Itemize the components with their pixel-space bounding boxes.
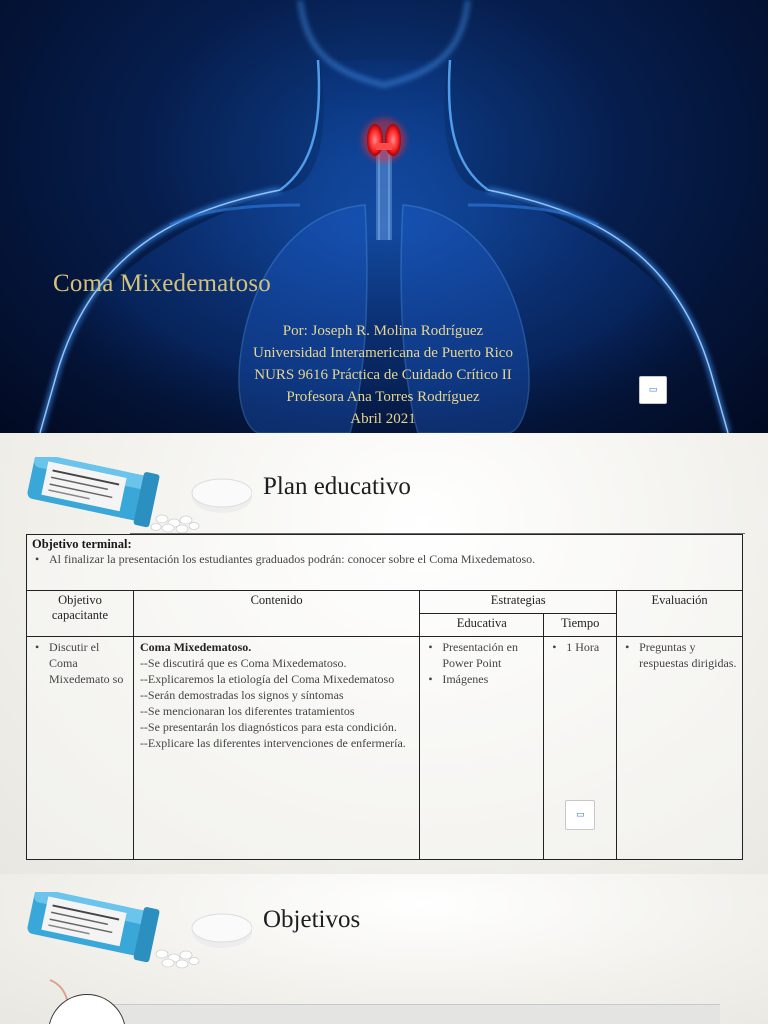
tiempo-item: • 1 Hora [548, 639, 612, 655]
presentation-credits [200, 320, 566, 430]
contenido-line: --Explicare las diferentes intervenciones de enfermería. [139, 736, 406, 750]
table-row [27, 637, 743, 860]
contenido-line: --Se presentarán los diagnósticos para esta condición. [139, 720, 397, 734]
contenido-line: --Se mencionaran los diferentes tratamientos [139, 704, 355, 718]
plan-educativo-slide [0, 433, 768, 874]
objetivo-item: • Discutir el Coma Mixedemato so [31, 639, 129, 687]
pill-bottle-icon [22, 457, 252, 537]
slide-title-plan: Plan educativo [263, 473, 411, 500]
credit-author: Por: Joseph R. Molina Rodríguez [282, 323, 484, 339]
plan-table [26, 534, 743, 860]
pill-bottle-icon [22, 892, 252, 972]
credit-professor: Profesora Ana Torres Rodríguez [286, 389, 480, 405]
terminal-objective: • Al finalizar la presentación los estudiantes graduados podrán: conocer sobre el Coma Mixedematoso. [32, 552, 737, 567]
terminal-label: Objetivo terminal: [32, 537, 132, 551]
contenido-title: Coma Mixedematoso. [139, 640, 252, 654]
educativa-item: • Imágenes [424, 671, 539, 687]
terminal-row [27, 535, 743, 591]
credit-course: NURS 9616 Práctica de Cuidado Crítico II [254, 367, 512, 383]
header-objetivo: Objetivo capacitante [27, 591, 134, 637]
contenido-line: --Serán demostradas los signos y síntomas [139, 688, 344, 702]
thyroid-left-lobe [367, 124, 383, 156]
header-evaluacion: Evaluación [617, 591, 743, 637]
header-row [27, 591, 743, 614]
objective-card [110, 1004, 720, 1024]
header-estrategias: Estrategias [420, 591, 617, 614]
objetivos-slide [0, 874, 768, 1024]
evaluacion-item: • Preguntas y respuestas dirigidas. [621, 639, 738, 671]
credit-date: Abril 2021 [350, 411, 416, 427]
header-tiempo: Tiempo [544, 614, 617, 637]
thyroid-right-lobe [385, 124, 401, 156]
title-slide [0, 0, 768, 433]
header-contenido: Contenido [133, 591, 419, 637]
file-icon[interactable]: ▭ [639, 376, 667, 404]
header-educativa: Educativa [420, 614, 544, 637]
file-icon[interactable]: ▭ [565, 800, 595, 830]
educativa-item: • Presentación en Power Point [424, 639, 539, 671]
credit-university: Universidad Interamericana de Puerto Rico [253, 345, 513, 361]
contenido-line: --Se discutirá que es Coma Mixedematoso. [139, 656, 347, 670]
presentation-title: Coma Mixedematoso [53, 270, 271, 297]
contenido-line: --Explicaremos la etiología del Coma Mixedematoso [139, 672, 395, 686]
slide-title-objetivos: Objetivos [263, 906, 361, 933]
